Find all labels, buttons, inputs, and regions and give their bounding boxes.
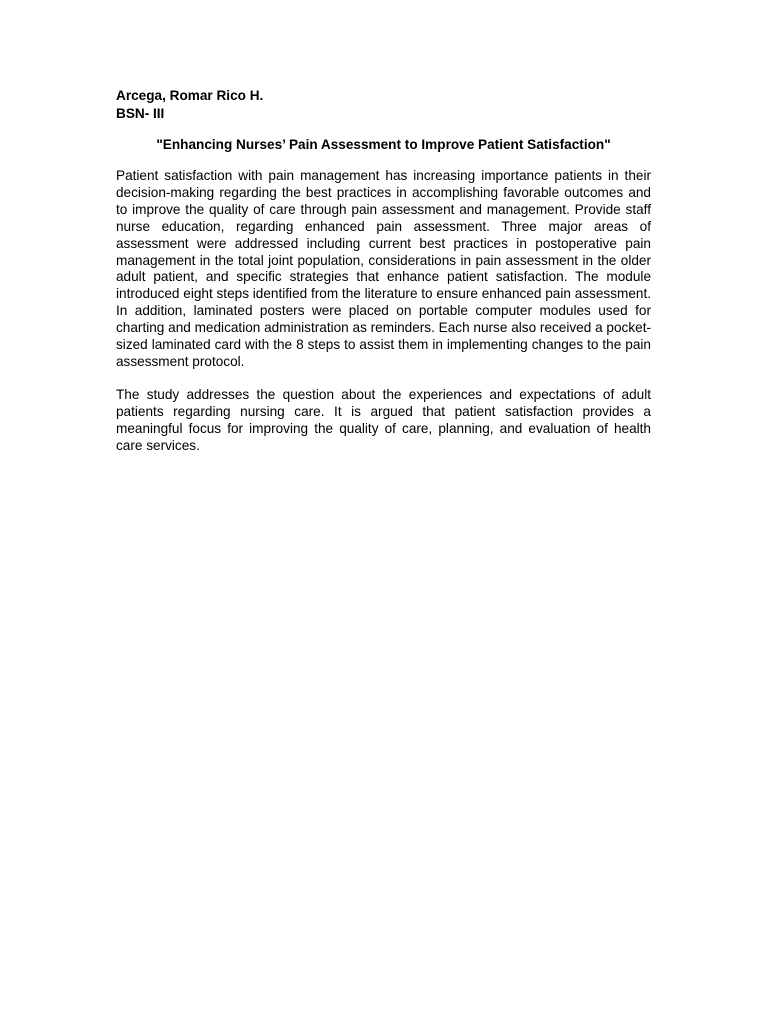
document-content	[116, 87, 651, 455]
course-label: BSN- III	[116, 106, 165, 121]
body-paragraph: Patient satisfaction with pain management has increasing importance patients in their decision-making regarding the best practices in accomplishing favorable outcomes and to improve the quality of care through pain assessment and management. Provide staff nurse education, regarding enhanced pain assessment. Three major areas of assessment were addressed including current best practices in postoperative pain management in the total joint population, considerations in pain assessment in the older adult patient, and specific strategies that enhance patient satisfaction. The module introduced eight steps identified from the literature to ensure enhanced pain assessment. In addition, laminated posters were placed on portable computer modules used for charting and medication administration as reminders. Each nurse also received a pocket-sized laminated card with the 8 steps to assist them in implementing changes to the pain assessment protocol.	[116, 168, 652, 369]
body-paragraph: The study addresses the question about the experiences and expectations of adult patients regarding nursing care. It is argued that patient satisfaction provides a meaningful focus for improving the quality of care, planning, and evaluation of health care services.	[116, 386, 651, 453]
document-title: "Enhancing Nurses’ Pain Assessment to Improve Patient Satisfaction"	[156, 137, 611, 152]
author-name: Arcega, Romar Rico H.	[116, 88, 264, 103]
